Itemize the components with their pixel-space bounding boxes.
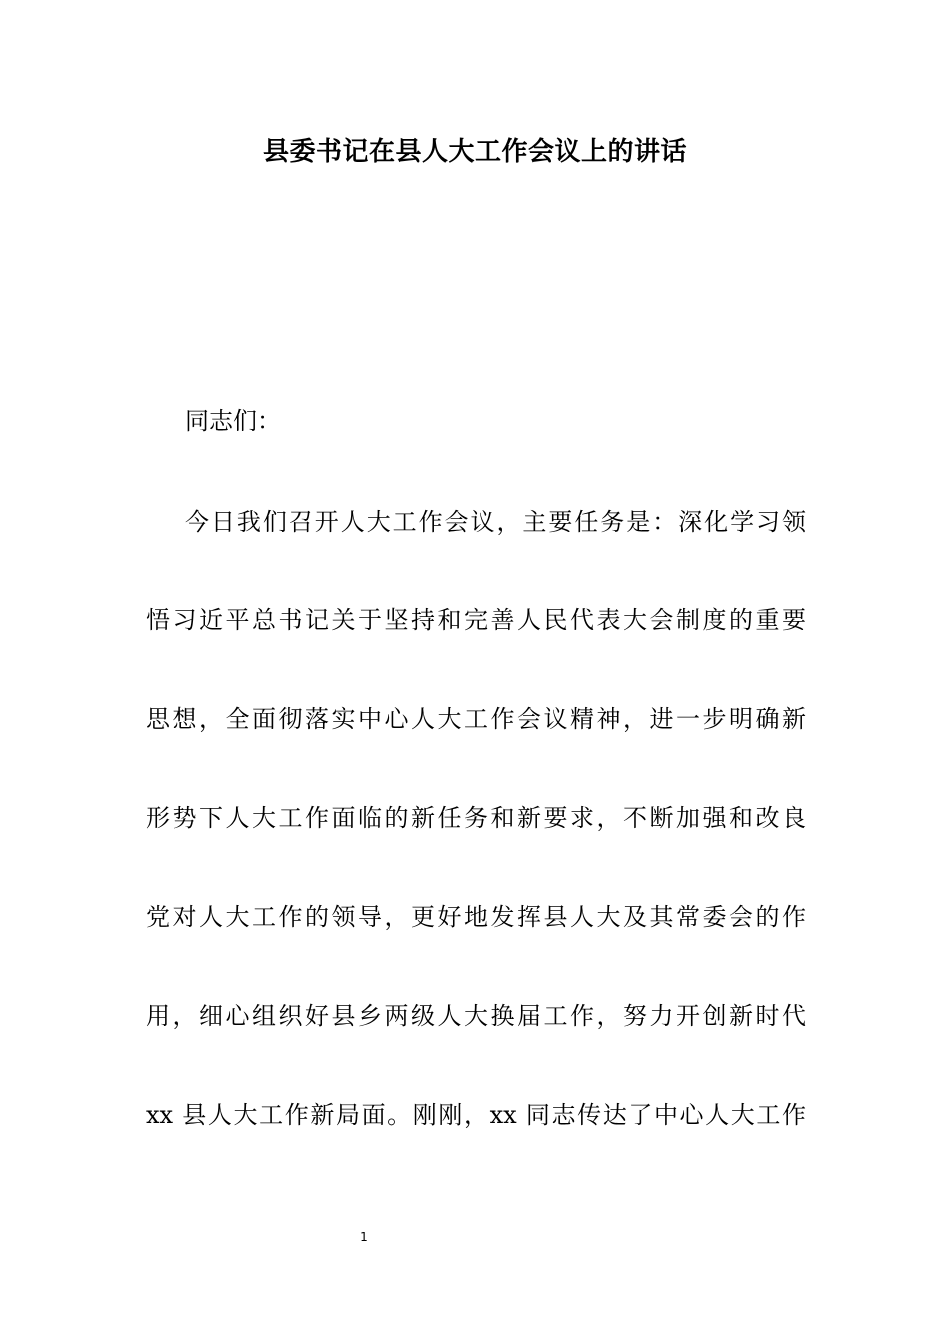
body-line: 用，细心组织好县乡两级人大换届工作，努力开创新时代 (146, 1002, 806, 1030)
page-number: 1 (360, 1230, 368, 1244)
body-line: xx 县人大工作新局面。刚刚，xx 同志传达了中心人大工作 (146, 1101, 806, 1129)
body-line: 党对人大工作的领导，更好地发挥县人大及其常委会的作 (146, 903, 806, 931)
document-title: 县委书记在县人大工作会议上的讲话 (262, 137, 687, 167)
body-line: 悟习近平总书记关于坚持和完善人民代表大会制度的重要 (146, 606, 806, 634)
body-line: 形势下人大工作面临的新任务和新要求，不断加强和改良 (146, 804, 806, 832)
body-line: 思想，全面彻落实中心人大工作会议精神，进一步明确新 (146, 705, 806, 733)
body-line: 今日我们召开人大工作会议，主要任务是：深化学习领 (185, 508, 806, 536)
salutation: 同志们： (185, 407, 281, 435)
